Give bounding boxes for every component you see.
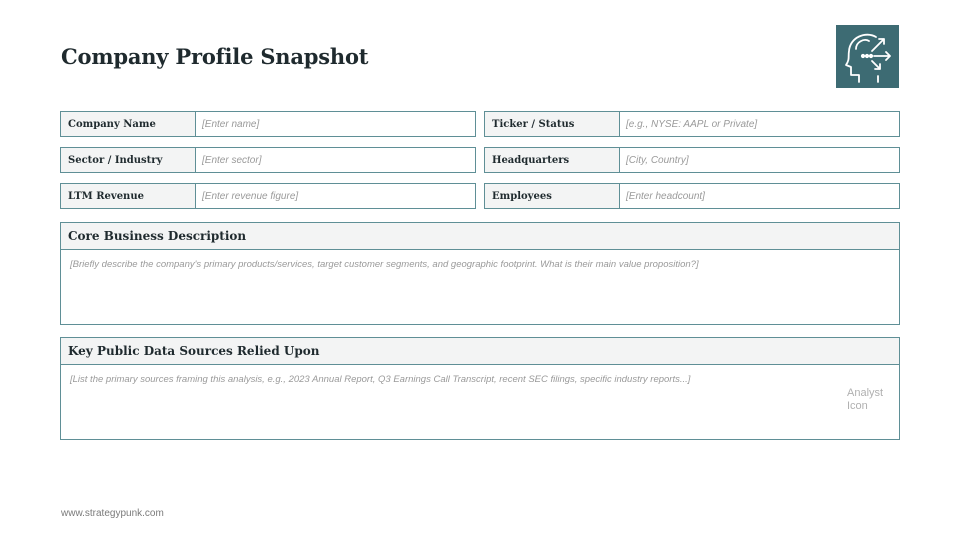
- page-title: Company Profile Snapshot: [61, 44, 369, 69]
- data-sources-section: [60, 337, 900, 440]
- analyst-icon-image: Analyst Icon: [847, 387, 884, 412]
- revenue-label: LTM Revenue: [61, 184, 196, 208]
- company-name-field[interactable]: [60, 111, 476, 137]
- sector-label: Sector / Industry: [61, 148, 196, 172]
- data-sources-heading: Key Public Data Sources Relied Upon: [61, 338, 899, 365]
- sector-field[interactable]: [60, 147, 476, 173]
- revenue-field[interactable]: [60, 183, 476, 209]
- company-name-input[interactable]: [Enter name]: [202, 118, 260, 130]
- data-sources-input[interactable]: [List the primary sources framing this analysis, e.g., 2023 Annual Report, Q3 Earnings Call Transcript, recent SEC filings, specific industry reports...]: [70, 374, 691, 385]
- revenue-input[interactable]: [Enter revenue figure]: [202, 190, 299, 202]
- employees-input[interactable]: [Enter headcount]: [626, 190, 705, 202]
- ticker-field[interactable]: [484, 111, 900, 137]
- company-name-label: Company Name: [61, 112, 196, 136]
- ticker-input[interactable]: [e.g., NYSE: AAPL or Private]: [626, 118, 758, 130]
- core-business-section: [60, 222, 900, 325]
- headquarters-label: Headquarters: [485, 148, 620, 172]
- core-business-input[interactable]: [Briefly describe the company's primary products/services, target customer segments, and geographic footprint. What is their main value proposition?]: [70, 259, 699, 270]
- sector-input[interactable]: [Enter sector]: [202, 154, 262, 166]
- headquarters-input[interactable]: [City, Country]: [626, 154, 689, 166]
- employees-label: Employees: [485, 184, 620, 208]
- employees-field[interactable]: [484, 183, 900, 209]
- ticker-label: Ticker / Status: [485, 112, 620, 136]
- head-arrows-icon: [836, 25, 899, 88]
- core-business-heading: Core Business Description: [61, 223, 899, 250]
- footer-website: www.strategypunk.com: [61, 508, 164, 519]
- headquarters-field[interactable]: [484, 147, 900, 173]
